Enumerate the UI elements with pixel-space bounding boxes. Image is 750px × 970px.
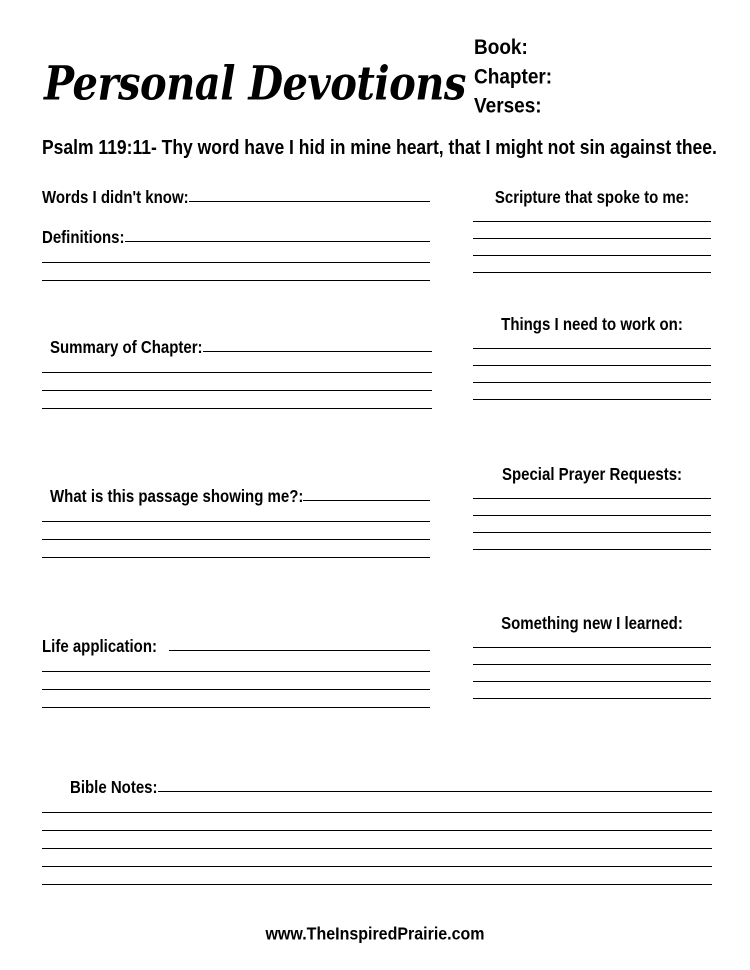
write-line[interactable] (473, 647, 711, 648)
definitions-row (42, 228, 430, 248)
page-title: Personal Devotions (44, 56, 466, 112)
write-line[interactable] (473, 348, 711, 349)
page-header (0, 26, 750, 116)
summary-of-chapter-lines (42, 372, 432, 409)
passage-showing-row (42, 487, 430, 507)
write-line[interactable] (169, 650, 430, 651)
write-line[interactable] (473, 498, 711, 499)
write-line[interactable] (42, 557, 430, 558)
definitions-lines (42, 262, 430, 281)
write-line[interactable] (473, 255, 711, 256)
write-line[interactable] (42, 280, 430, 281)
bible-notes-label: Bible Notes: (70, 778, 158, 798)
definitions-block (42, 228, 430, 281)
write-line[interactable] (473, 399, 711, 400)
something-new-learned-block (473, 614, 711, 699)
passage-showing-label: What is this passage showing me?: (50, 487, 304, 507)
write-line[interactable] (473, 365, 711, 366)
write-line[interactable] (42, 707, 430, 708)
definitions-label: Definitions: (42, 228, 125, 248)
write-line[interactable] (42, 866, 712, 867)
write-line[interactable] (473, 664, 711, 665)
write-line[interactable] (42, 884, 712, 885)
summary-of-chapter-block (42, 338, 432, 409)
write-line[interactable] (203, 351, 432, 352)
write-line[interactable] (473, 382, 711, 383)
words-i-didnt-know-label: Words I didn't know: (42, 188, 189, 208)
write-line[interactable] (42, 830, 712, 831)
things-to-work-on-block (473, 315, 711, 400)
write-line[interactable] (158, 791, 712, 792)
write-line[interactable] (42, 521, 430, 522)
words-i-didnt-know-row (42, 188, 430, 208)
life-application-block (42, 637, 430, 708)
scripture-spoke-lines (473, 221, 711, 273)
field-verses: Verses: (474, 94, 542, 118)
write-line[interactable] (473, 515, 711, 516)
write-line[interactable] (125, 241, 431, 242)
prayer-requests-lines (473, 498, 711, 550)
write-line[interactable] (42, 372, 432, 373)
bible-notes-row (42, 778, 712, 798)
life-application-label: Life application: (42, 637, 158, 657)
bible-notes-lines (42, 812, 712, 885)
write-line[interactable] (473, 221, 711, 222)
write-line[interactable] (473, 698, 711, 699)
passage-showing-lines (42, 521, 430, 558)
write-line[interactable] (189, 201, 430, 202)
prayer-requests-block (473, 465, 711, 550)
words-i-didnt-know-block (42, 188, 430, 208)
passage-showing-block (42, 487, 430, 558)
write-line[interactable] (42, 408, 432, 409)
write-line[interactable] (303, 500, 430, 501)
write-line[interactable] (42, 671, 430, 672)
write-line[interactable] (42, 689, 430, 690)
write-line[interactable] (473, 532, 711, 533)
header-fields (474, 34, 552, 121)
scripture-spoke-block (473, 188, 711, 273)
field-chapter: Chapter: (474, 65, 553, 89)
something-new-learned-label: Something new I learned: (501, 614, 683, 634)
write-line[interactable] (473, 238, 711, 239)
verse-text: Psalm 119:11- Thy word have I hid in mine heart, that I might not sin against thee. (42, 136, 717, 159)
life-application-lines (42, 671, 430, 708)
summary-of-chapter-label: Summary of Chapter: (50, 338, 203, 358)
write-line[interactable] (473, 549, 711, 550)
something-new-learned-lines (473, 647, 711, 699)
things-to-work-on-label: Things I need to work on: (501, 315, 683, 335)
write-line[interactable] (473, 272, 711, 273)
write-line[interactable] (42, 390, 432, 391)
write-line[interactable] (42, 812, 712, 813)
scripture-spoke-label: Scripture that spoke to me: (494, 188, 690, 208)
write-line[interactable] (42, 848, 712, 849)
life-application-row (42, 637, 430, 657)
summary-of-chapter-row (42, 338, 432, 358)
field-book: Book: (474, 36, 528, 60)
footer-url: www.TheInspiredPrairie.com (265, 924, 485, 944)
write-line[interactable] (473, 681, 711, 682)
things-to-work-on-lines (473, 348, 711, 400)
write-line[interactable] (42, 262, 430, 263)
bible-notes-block (42, 778, 712, 885)
write-line[interactable] (42, 539, 430, 540)
prayer-requests-label: Special Prayer Requests: (501, 465, 683, 485)
